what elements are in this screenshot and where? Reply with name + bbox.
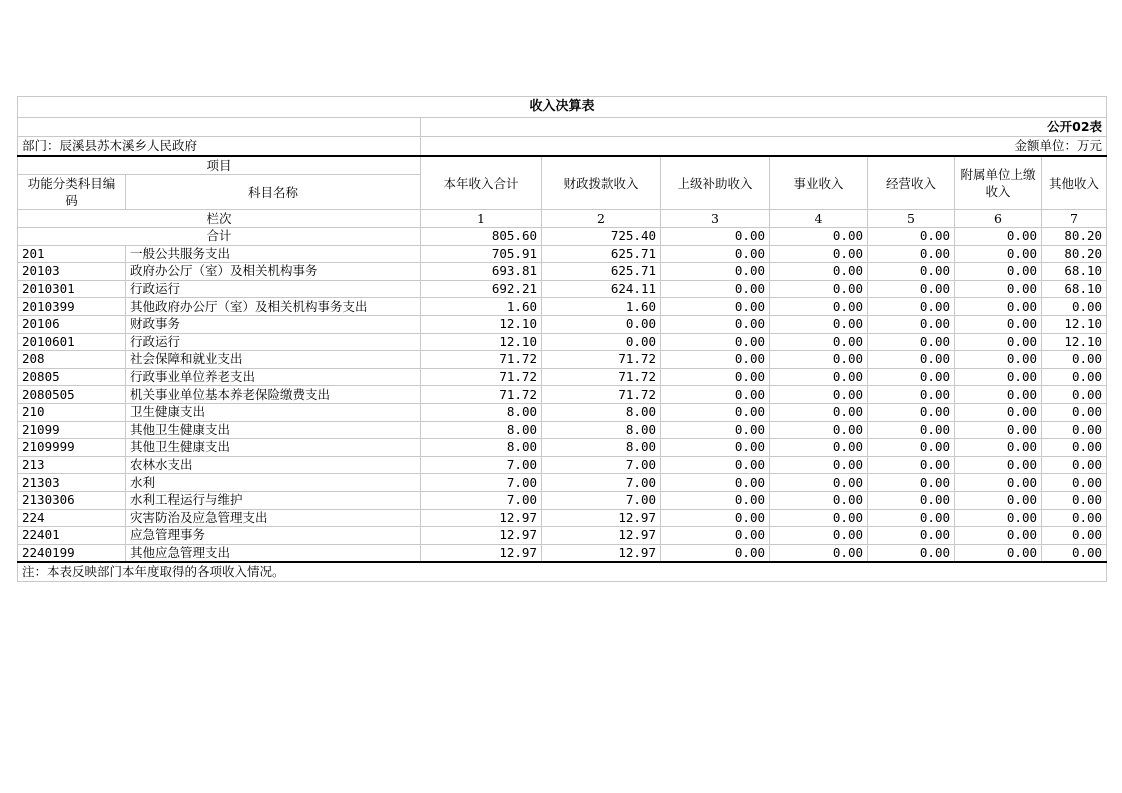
row-code: 20103 bbox=[18, 263, 126, 281]
row-code: 2130306 bbox=[18, 491, 126, 509]
row-value: 0.00 bbox=[770, 491, 868, 509]
row-value: 0.00 bbox=[955, 315, 1042, 333]
row-value: 0.00 bbox=[661, 333, 770, 351]
row-value: 0.00 bbox=[661, 315, 770, 333]
row-value: 0.00 bbox=[542, 333, 661, 351]
header-code: 功能分类科目编码 bbox=[18, 175, 126, 210]
row-code: 2010301 bbox=[18, 280, 126, 298]
row-value: 12.97 bbox=[421, 544, 542, 562]
row-code: 213 bbox=[18, 456, 126, 474]
row-value: 0.00 bbox=[661, 280, 770, 298]
row-value: 12.97 bbox=[542, 527, 661, 545]
row-value: 0.00 bbox=[1042, 351, 1107, 369]
table-row bbox=[18, 298, 1107, 316]
row-value: 0.00 bbox=[770, 315, 868, 333]
row-code: 2080505 bbox=[18, 386, 126, 404]
row-value: 0.00 bbox=[868, 527, 955, 545]
total-label: 合计 bbox=[18, 228, 421, 246]
row-value: 1.60 bbox=[421, 298, 542, 316]
header-operating-income: 经营收入 bbox=[868, 156, 955, 210]
row-value: 0.00 bbox=[1042, 456, 1107, 474]
row-code: 208 bbox=[18, 351, 126, 369]
row-value: 71.72 bbox=[421, 351, 542, 369]
row-value: 0.00 bbox=[1042, 509, 1107, 527]
department-label: 部门：辰溪县苏木溪乡人民政府 bbox=[18, 137, 421, 157]
column-number: 1 bbox=[421, 210, 542, 228]
row-value: 0.00 bbox=[955, 439, 1042, 457]
row-value: 0.00 bbox=[868, 509, 955, 527]
row-value: 0.00 bbox=[770, 527, 868, 545]
row-value: 0.00 bbox=[661, 421, 770, 439]
row-value: 0.00 bbox=[868, 439, 955, 457]
row-value: 0.00 bbox=[955, 403, 1042, 421]
row-name: 其他应急管理支出 bbox=[126, 544, 421, 562]
table-row bbox=[18, 421, 1107, 439]
row-name: 财政事务 bbox=[126, 315, 421, 333]
row-value: 12.97 bbox=[542, 544, 661, 562]
row-value: 0.00 bbox=[955, 474, 1042, 492]
row-value: 68.10 bbox=[1042, 280, 1107, 298]
row-value: 0.00 bbox=[661, 245, 770, 263]
row-value: 0.00 bbox=[661, 263, 770, 281]
row-value: 0.00 bbox=[1042, 439, 1107, 457]
row-value: 0.00 bbox=[955, 263, 1042, 281]
header-fiscal-allocation: 财政拨款收入 bbox=[542, 156, 661, 210]
row-name: 应急管理事务 bbox=[126, 527, 421, 545]
row-value: 0.00 bbox=[955, 456, 1042, 474]
form-number: 公开02表 bbox=[421, 118, 1107, 137]
row-value: 0.00 bbox=[955, 386, 1042, 404]
row-value: 0.00 bbox=[661, 439, 770, 457]
row-value: 625.71 bbox=[542, 245, 661, 263]
row-value: 693.81 bbox=[421, 263, 542, 281]
table-row bbox=[18, 263, 1107, 281]
row-value: 0.00 bbox=[955, 333, 1042, 351]
row-value: 8.00 bbox=[421, 421, 542, 439]
row-value: 0.00 bbox=[770, 386, 868, 404]
table-row bbox=[18, 245, 1107, 263]
total-value: 805.60 bbox=[421, 228, 542, 246]
table-row bbox=[18, 333, 1107, 351]
row-value: 0.00 bbox=[661, 403, 770, 421]
total-value: 0.00 bbox=[770, 228, 868, 246]
row-value: 71.72 bbox=[542, 368, 661, 386]
row-value: 0.00 bbox=[868, 474, 955, 492]
row-value: 0.00 bbox=[770, 368, 868, 386]
row-name: 卫生健康支出 bbox=[126, 403, 421, 421]
row-value: 0.00 bbox=[868, 351, 955, 369]
row-value: 0.00 bbox=[770, 403, 868, 421]
row-value: 12.10 bbox=[1042, 333, 1107, 351]
row-value: 0.00 bbox=[661, 351, 770, 369]
row-value: 0.00 bbox=[770, 351, 868, 369]
row-value: 71.72 bbox=[542, 351, 661, 369]
row-value: 12.10 bbox=[421, 315, 542, 333]
row-value: 0.00 bbox=[868, 368, 955, 386]
table-title: 收入决算表 bbox=[18, 97, 1107, 118]
total-value: 0.00 bbox=[955, 228, 1042, 246]
row-value: 0.00 bbox=[1042, 421, 1107, 439]
row-value: 0.00 bbox=[955, 509, 1042, 527]
row-value: 8.00 bbox=[542, 403, 661, 421]
row-value: 71.72 bbox=[421, 386, 542, 404]
total-value: 0.00 bbox=[661, 228, 770, 246]
row-value: 0.00 bbox=[868, 280, 955, 298]
table-row bbox=[18, 456, 1107, 474]
row-code: 201 bbox=[18, 245, 126, 263]
row-value: 0.00 bbox=[955, 368, 1042, 386]
revenue-table bbox=[17, 96, 1107, 582]
row-name: 政府办公厅（室）及相关机构事务 bbox=[126, 263, 421, 281]
row-value: 0.00 bbox=[955, 491, 1042, 509]
header-name: 科目名称 bbox=[126, 175, 421, 210]
table-row bbox=[18, 368, 1107, 386]
row-label: 栏次 bbox=[18, 210, 421, 228]
row-value: 0.00 bbox=[770, 509, 868, 527]
row-code: 21099 bbox=[18, 421, 126, 439]
row-value: 0.00 bbox=[868, 298, 955, 316]
header-business-income: 事业收入 bbox=[770, 156, 868, 210]
table-row bbox=[18, 280, 1107, 298]
table-row bbox=[18, 544, 1107, 562]
row-name: 行政事业单位养老支出 bbox=[126, 368, 421, 386]
row-value: 0.00 bbox=[955, 351, 1042, 369]
unit-label: 金额单位：万元 bbox=[421, 137, 1107, 157]
row-value: 12.97 bbox=[421, 527, 542, 545]
row-value: 625.71 bbox=[542, 263, 661, 281]
row-value: 0.00 bbox=[868, 403, 955, 421]
row-name: 灾害防治及应急管理支出 bbox=[126, 509, 421, 527]
row-value: 0.00 bbox=[770, 421, 868, 439]
row-value: 7.00 bbox=[542, 456, 661, 474]
table-row bbox=[18, 386, 1107, 404]
table-row bbox=[18, 439, 1107, 457]
column-number: 2 bbox=[542, 210, 661, 228]
row-value: 0.00 bbox=[955, 421, 1042, 439]
header-total-income: 本年收入合计 bbox=[421, 156, 542, 210]
table-row bbox=[18, 491, 1107, 509]
row-code: 20106 bbox=[18, 315, 126, 333]
row-name: 其他卫生健康支出 bbox=[126, 439, 421, 457]
row-code: 2010601 bbox=[18, 333, 126, 351]
row-code: 21303 bbox=[18, 474, 126, 492]
row-value: 0.00 bbox=[868, 544, 955, 562]
row-value: 0.00 bbox=[1042, 474, 1107, 492]
total-value: 0.00 bbox=[868, 228, 955, 246]
row-value: 624.11 bbox=[542, 280, 661, 298]
row-value: 0.00 bbox=[661, 527, 770, 545]
row-code: 224 bbox=[18, 509, 126, 527]
row-value: 0.00 bbox=[1042, 527, 1107, 545]
row-value: 0.00 bbox=[770, 298, 868, 316]
row-value: 0.00 bbox=[955, 527, 1042, 545]
header-other-income: 其他收入 bbox=[1042, 156, 1107, 210]
row-value: 0.00 bbox=[770, 245, 868, 263]
row-value: 0.00 bbox=[542, 315, 661, 333]
column-number: 6 bbox=[955, 210, 1042, 228]
header-project: 项目 bbox=[18, 156, 421, 175]
row-value: 0.00 bbox=[770, 456, 868, 474]
row-name: 行政运行 bbox=[126, 280, 421, 298]
row-value: 0.00 bbox=[868, 333, 955, 351]
row-value: 0.00 bbox=[1042, 403, 1107, 421]
row-name: 水利 bbox=[126, 474, 421, 492]
row-value: 8.00 bbox=[421, 439, 542, 457]
row-value: 68.10 bbox=[1042, 263, 1107, 281]
row-value: 0.00 bbox=[868, 491, 955, 509]
row-value: 1.60 bbox=[542, 298, 661, 316]
table-row bbox=[18, 509, 1107, 527]
header-affiliated-income: 附属单位上缴收入 bbox=[955, 156, 1042, 210]
row-value: 0.00 bbox=[955, 280, 1042, 298]
row-value: 0.00 bbox=[661, 386, 770, 404]
row-value: 0.00 bbox=[868, 315, 955, 333]
column-number: 7 bbox=[1042, 210, 1107, 228]
row-name: 行政运行 bbox=[126, 333, 421, 351]
row-value: 0.00 bbox=[770, 263, 868, 281]
table-row bbox=[18, 474, 1107, 492]
row-value: 8.00 bbox=[542, 421, 661, 439]
row-value: 71.72 bbox=[421, 368, 542, 386]
row-value: 0.00 bbox=[955, 544, 1042, 562]
row-value: 692.21 bbox=[421, 280, 542, 298]
column-number: 3 bbox=[661, 210, 770, 228]
row-value: 0.00 bbox=[1042, 491, 1107, 509]
row-code: 20805 bbox=[18, 368, 126, 386]
total-value: 725.40 bbox=[542, 228, 661, 246]
row-value: 7.00 bbox=[542, 474, 661, 492]
table-note: 注：本表反映部门本年度取得的各项收入情况。 bbox=[18, 562, 1107, 582]
table-row bbox=[18, 351, 1107, 369]
row-name: 农林水支出 bbox=[126, 456, 421, 474]
row-code: 210 bbox=[18, 403, 126, 421]
row-value: 12.97 bbox=[421, 509, 542, 527]
row-value: 0.00 bbox=[661, 474, 770, 492]
row-value: 8.00 bbox=[421, 403, 542, 421]
row-value: 12.10 bbox=[1042, 315, 1107, 333]
row-value: 0.00 bbox=[661, 456, 770, 474]
row-value: 80.20 bbox=[1042, 245, 1107, 263]
row-value: 0.00 bbox=[661, 368, 770, 386]
row-value: 0.00 bbox=[868, 245, 955, 263]
row-value: 0.00 bbox=[661, 509, 770, 527]
row-value: 12.10 bbox=[421, 333, 542, 351]
row-value: 0.00 bbox=[868, 263, 955, 281]
row-value: 0.00 bbox=[661, 298, 770, 316]
row-value: 7.00 bbox=[542, 491, 661, 509]
table-row bbox=[18, 315, 1107, 333]
row-name: 其他卫生健康支出 bbox=[126, 421, 421, 439]
row-code: 22401 bbox=[18, 527, 126, 545]
row-value: 0.00 bbox=[661, 491, 770, 509]
revenue-final-account-sheet bbox=[17, 96, 1106, 582]
table-row bbox=[18, 403, 1107, 421]
row-value: 0.00 bbox=[770, 474, 868, 492]
row-value: 0.00 bbox=[1042, 368, 1107, 386]
row-value: 0.00 bbox=[770, 439, 868, 457]
table-row bbox=[18, 527, 1107, 545]
column-number: 4 bbox=[770, 210, 868, 228]
row-value: 12.97 bbox=[542, 509, 661, 527]
row-value: 0.00 bbox=[868, 386, 955, 404]
row-name: 其他政府办公厅（室）及相关机构事务支出 bbox=[126, 298, 421, 316]
row-name: 水利工程运行与维护 bbox=[126, 491, 421, 509]
row-value: 0.00 bbox=[1042, 298, 1107, 316]
total-value: 80.20 bbox=[1042, 228, 1107, 246]
row-value: 7.00 bbox=[421, 474, 542, 492]
total-row bbox=[18, 228, 1107, 246]
row-code: 2109999 bbox=[18, 439, 126, 457]
row-value: 0.00 bbox=[868, 456, 955, 474]
row-name: 机关事业单位基本养老保险缴费支出 bbox=[126, 386, 421, 404]
row-name: 一般公共服务支出 bbox=[126, 245, 421, 263]
row-value: 0.00 bbox=[770, 544, 868, 562]
header-superior-subsidy: 上级补助收入 bbox=[661, 156, 770, 210]
row-value: 705.91 bbox=[421, 245, 542, 263]
row-value: 0.00 bbox=[955, 298, 1042, 316]
row-value: 0.00 bbox=[1042, 544, 1107, 562]
row-value: 0.00 bbox=[661, 544, 770, 562]
row-value: 0.00 bbox=[955, 245, 1042, 263]
row-code: 2240199 bbox=[18, 544, 126, 562]
row-value: 7.00 bbox=[421, 456, 542, 474]
row-value: 71.72 bbox=[542, 386, 661, 404]
row-code: 2010399 bbox=[18, 298, 126, 316]
row-value: 0.00 bbox=[868, 421, 955, 439]
row-value: 0.00 bbox=[770, 280, 868, 298]
row-value: 0.00 bbox=[1042, 386, 1107, 404]
column-number: 5 bbox=[868, 210, 955, 228]
row-value: 0.00 bbox=[770, 333, 868, 351]
row-value: 8.00 bbox=[542, 439, 661, 457]
row-name: 社会保障和就业支出 bbox=[126, 351, 421, 369]
row-value: 7.00 bbox=[421, 491, 542, 509]
